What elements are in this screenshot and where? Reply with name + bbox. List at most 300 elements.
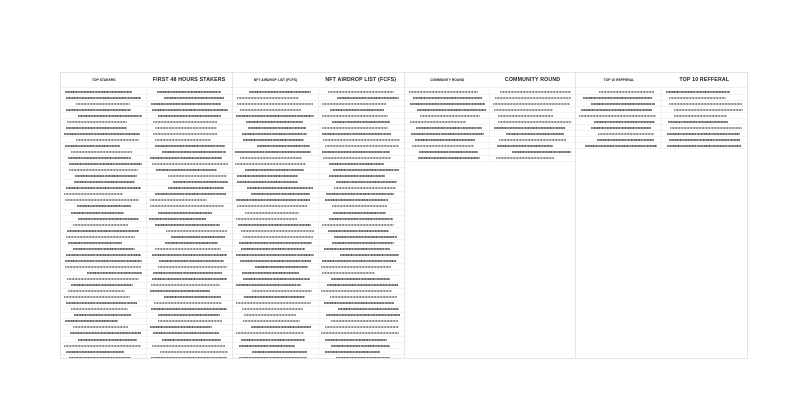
wallet-address-cell [147,101,232,106]
wallet-address-cell [147,113,232,118]
wallet-address-text [244,314,297,316]
wallet-address-text [583,97,652,99]
wallet-address-cell [405,137,491,142]
wallet-address-cell [147,295,232,300]
wallet-address-text [325,351,379,353]
wallet-address-text [322,103,386,105]
wallet-address-text [499,139,566,141]
wallet-address-cell [147,174,232,179]
wallet-address-cell [490,156,575,161]
wallet-address-cell [61,228,147,233]
wallet-address-cell [61,149,147,154]
wallet-address-cell [147,180,232,185]
column-header [61,75,232,88]
wallet-address-text [331,320,398,322]
wallet-address-cell [61,258,147,263]
header-top-referral-small: TOP 10 REFFERAL [603,78,635,82]
wallet-address-cell [319,289,404,294]
wallet-address-text [243,320,301,322]
wallet-address-cell [147,137,232,142]
wallet-address-text [66,351,124,353]
wallet-address-text [235,163,306,165]
wallet-address-cell [405,149,491,154]
wallet-address-cell [233,89,319,94]
wallet-address-text [244,296,305,298]
wallet-address-text [65,145,120,147]
wallet-address-text [168,175,227,177]
wallet-address-cell [61,319,147,324]
wallet-address-text [162,151,226,153]
wallet-address-cell [576,119,662,124]
wallet-address-text [581,109,652,111]
wallet-address-text [150,326,213,328]
wallet-address-text [236,284,301,286]
wallet-address-text [324,302,394,304]
wallet-address-text [68,290,125,292]
column-header [405,75,576,88]
wallet-address-cell [319,156,404,161]
wallet-address-text [333,212,386,214]
wallet-address-cell [147,270,232,275]
wallet-address-text [322,151,390,153]
wallet-address-text [87,272,142,274]
header-community-round: COMMUNITY ROUND [504,77,561,83]
wallet-address-cell [319,270,404,275]
wallet-address-text [328,230,388,232]
wallet-address-text [338,308,399,310]
wallet-address-cell [233,119,319,124]
table-row [233,355,404,358]
wallet-address-text [241,248,305,250]
wallet-address-cell [319,119,404,124]
wallet-address-cell [147,355,232,358]
wallet-address-cell [61,174,147,179]
wallet-address-text [76,103,131,105]
wallet-address-text [255,266,308,268]
wallet-address-text [158,266,227,268]
wallet-address-cell [147,234,232,239]
wallet-address-cell [319,313,404,318]
wallet-address-cell [319,137,404,142]
wallet-address-cell [490,131,575,136]
wallet-address-text [242,272,299,274]
wallet-address-text [151,103,221,105]
wallet-address-cell [319,343,404,348]
wallet-address-text [506,133,564,135]
wallet-address-text [152,254,228,256]
wallet-address-cell [576,95,662,100]
table-row [576,143,747,149]
wallet-address-text [65,266,141,268]
wallet-address-cell [147,319,232,324]
wallet-address-cell [233,264,319,269]
wallet-address-cell [147,131,232,136]
wallet-address-cell [319,276,404,281]
wallet-address-cell [319,186,404,191]
wallet-address-text [674,109,743,111]
wallet-address-cell [61,325,147,330]
wallet-address-cell [147,313,232,318]
header-top-10-referral: TOP 10 REFFERAL [679,77,730,83]
wallet-address-cell [61,168,147,173]
wallet-address-text [667,145,741,147]
wallet-address-cell [576,125,662,130]
wallet-address-cell [490,113,575,118]
wallet-address-text [71,308,128,310]
wallet-address-cell [147,246,232,251]
wallet-address-cell [662,113,747,118]
wallet-address-cell [233,204,319,209]
address-list [405,88,576,162]
header-nft-airdrop-list: NFT AIRDROP LIST (FCFS) [325,77,397,83]
wallet-address-cell [61,186,147,191]
wallet-address-text [498,115,553,117]
wallet-address-cell [233,331,319,336]
wallet-address-cell [147,89,232,94]
wallet-address-cell [147,343,232,348]
wallet-address-text [323,157,391,159]
wallet-address-cell [490,107,575,112]
wallet-address-text [243,139,303,141]
wallet-address-text [73,224,128,226]
wallet-address-cell [233,301,319,306]
wallet-address-text [413,97,482,99]
wallet-address-text [667,133,740,135]
wallet-address-cell [61,198,147,203]
wallet-address-text [497,145,553,147]
wallet-address-text [329,218,393,220]
wallet-address-cell [405,95,491,100]
address-list [576,88,747,149]
wallet-address-cell [233,125,319,130]
wallet-address-text [66,254,142,256]
wallet-address-text [153,332,219,334]
wallet-address-cell [61,301,147,306]
wallet-address-cell [233,228,319,233]
wallet-address-text [415,139,476,141]
wallet-address-cell [61,125,147,130]
wallet-address-cell [662,95,747,100]
wallet-address-text [322,115,388,117]
wallet-address-text [252,351,307,353]
wallet-address-cell [319,180,404,185]
wallet-address-cell [319,264,404,269]
wallet-address-text [73,326,128,328]
wallet-address-cell [662,125,747,130]
wallet-address-text [666,91,729,93]
wallet-address-text [340,254,399,256]
wallet-address-text [155,193,226,195]
wallet-address-text [158,115,221,117]
wallet-address-text [325,339,387,341]
wallet-address-text [158,320,222,322]
wallet-address-cell [233,174,319,179]
wallet-address-cell [233,295,319,300]
wallet-address-text [71,212,125,214]
wallet-address-cell [233,319,319,324]
wallet-address-text [152,345,225,347]
wallet-address-text [150,205,224,207]
wallet-address-text [151,308,226,310]
wallet-address-cell [319,174,404,179]
wallet-address-text [67,278,140,280]
wallet-address-text [66,109,131,111]
wallet-address-cell [61,307,147,312]
wallet-address-cell [233,355,319,358]
wallet-address-cell [61,234,147,239]
wallet-address-cell [662,101,747,106]
wallet-address-text [71,284,133,286]
wallet-address-cell [233,137,319,142]
wallet-address-cell [490,101,575,106]
wallet-address-text [322,224,394,226]
wallet-address-text [152,163,228,165]
wallet-address-cell [147,107,232,112]
wallet-address-text [239,357,307,358]
wallet-address-cell [233,283,319,288]
wallet-address-cell [147,307,232,312]
wallet-address-cell [233,101,319,106]
wallet-address-text [411,133,484,135]
wallet-address-text [171,236,226,238]
column-top-referral [576,73,747,358]
wallet-address-text [327,284,398,286]
wallet-address-cell [405,101,491,106]
wallet-address-cell [233,222,319,227]
wallet-address-text [325,326,399,328]
wallet-address-cell [319,222,404,227]
wallet-address-cell [233,162,319,167]
wallet-address-text [150,290,211,292]
wallet-address-cell [233,180,319,185]
wallet-address-cell [147,283,232,288]
wallet-address-cell [61,270,147,275]
wallet-address-cell [147,337,232,342]
wallet-address-cell [490,137,575,142]
wallet-address-text [73,248,135,250]
wallet-address-text [70,332,141,334]
wallet-address-cell [233,246,319,251]
wallet-address-text [239,345,296,347]
wallet-address-cell [233,107,319,112]
header-nft-airdrop-small: NFT AIRDROP LIST (FCFS) [253,78,298,82]
wallet-address-text [152,109,229,111]
wallet-address-cell [233,143,319,148]
wallet-address-cell [147,331,232,336]
wallet-address-text [236,302,311,304]
wallet-address-cell [233,276,319,281]
wallet-address-cell [147,252,232,257]
wallet-address-text [71,151,132,153]
wallet-address-text [65,91,132,93]
wallet-address-text [236,332,304,334]
wallet-address-cell [405,113,491,118]
wallet-address-cell [490,143,575,148]
wallet-address-text [325,199,388,201]
table-row [61,355,232,358]
wallet-address-cell [319,258,404,263]
wallet-address-cell [233,95,319,100]
wallet-address-text [322,133,390,135]
columns-container [61,73,747,358]
wallet-address-text [155,145,225,147]
wallet-address-text [494,109,553,111]
wallet-address-text [69,169,138,171]
wallet-address-text [585,145,657,147]
wallet-address-text [157,91,221,93]
wallet-address-cell [319,283,404,288]
wallet-address-cell [61,222,147,227]
wallet-address-cell [61,331,147,336]
wallet-address-cell [405,143,491,148]
wallet-address-text [65,260,142,262]
wallet-address-text [237,175,299,177]
wallet-address-text [322,272,375,274]
wallet-address-cell [576,137,662,142]
wallet-address-text [330,109,384,111]
wallet-address-text [64,296,130,298]
wallet-address-text [668,121,728,123]
wallet-address-cell [662,119,747,124]
wallet-address-text [330,296,397,298]
wallet-address-cell [405,107,491,112]
wallet-address-text [243,236,313,238]
wallet-address-text [599,91,654,93]
wallet-address-cell [147,125,232,130]
wallet-address-cell [233,210,319,215]
wallet-address-cell [61,204,147,209]
wallet-address-text [410,121,466,123]
wallet-address-text [251,326,311,328]
wallet-address-cell [61,95,147,100]
wallet-address-text [251,193,310,195]
wallet-address-text [156,169,217,171]
wallet-address-cell [147,162,232,167]
wallet-address-cell [147,325,232,330]
wallet-address-text [240,260,311,262]
wallet-address-text [331,278,390,280]
wallet-address-text [321,332,399,334]
wallet-address-text [68,157,132,159]
wallet-address-text [150,199,207,201]
wallet-address-cell [233,252,319,257]
wallet-address-cell [61,283,147,288]
wallet-address-text [164,296,221,298]
wallet-address-text [594,121,655,123]
wallet-address-text [154,302,222,304]
wallet-address-cell [319,301,404,306]
wallet-address-cell [61,349,147,354]
wallet-address-cell [319,192,404,197]
wallet-address-text [165,242,218,244]
wallet-address-cell [61,180,147,185]
wallet-address-text [417,109,486,111]
wallet-address-text [249,91,312,93]
wallet-address-text [323,139,400,141]
wallet-address-cell [319,95,404,100]
wallet-address-text [243,278,310,280]
wallet-address-cell [233,156,319,161]
wallet-address-text [66,187,141,189]
wallet-address-cell [233,192,319,197]
wallet-address-cell [405,89,491,94]
wallet-address-cell [61,313,147,318]
wallet-address-text [332,121,391,123]
wallet-address-text [173,181,228,183]
wallet-address-cell [61,119,147,124]
wallet-address-cell [319,113,404,118]
wallet-address-text [257,145,310,147]
wallet-address-text [333,169,399,171]
wallet-address-cell [233,258,319,263]
wallet-address-text [326,193,394,195]
wallet-address-cell [233,198,319,203]
wallet-address-cell [319,252,404,257]
wallet-address-text [64,193,123,195]
wallet-address-text [74,314,131,316]
wallet-address-text [168,187,224,189]
wallet-address-text [236,115,314,117]
wallet-address-cell [147,349,232,354]
wallet-address-cell [233,149,319,154]
wallet-address-text [66,127,127,129]
wallet-address-text [246,121,303,123]
wallet-address-text [500,91,571,93]
wallet-address-text [409,91,478,93]
wallet-address-cell [319,168,404,173]
wallet-address-cell [147,289,232,294]
wallet-address-text [158,314,221,316]
wallet-address-cell [319,295,404,300]
wallet-address-text [240,109,301,111]
wallet-address-text [239,242,312,244]
wallet-address-text [155,127,217,129]
wallet-address-cell [576,113,662,118]
wallet-address-cell [233,240,319,245]
wallet-address-cell [319,319,404,324]
wallet-address-text [236,218,297,220]
wallet-address-cell [61,131,147,136]
wallet-address-text [669,103,742,105]
wallet-address-cell [61,107,147,112]
wallet-address-cell [147,143,232,148]
wallet-address-text [151,284,220,286]
wallet-address-cell [405,131,491,136]
wallet-address-cell [319,204,404,209]
wallet-address-cell [576,101,662,106]
wallet-address-cell [405,125,491,130]
wallet-address-cell [319,149,404,154]
wallet-address-cell [662,107,747,112]
wallet-address-text [238,224,311,226]
wallet-address-cell [233,186,319,191]
wallet-address-text [498,121,571,123]
wallet-address-text [237,205,307,207]
wallet-address-cell [233,307,319,312]
wallet-address-text [65,320,118,322]
wallet-address-text [237,181,298,183]
wallet-address-text [155,139,211,141]
wallet-address-cell [233,131,319,136]
wallet-address-cell [61,137,147,142]
wallet-address-cell [147,186,232,191]
column-header [576,75,747,88]
wallet-address-cell [61,156,147,161]
wallet-address-text [247,187,313,189]
wallet-address-text [674,115,727,117]
wallet-address-text [78,115,142,117]
wallet-address-text [670,127,742,129]
